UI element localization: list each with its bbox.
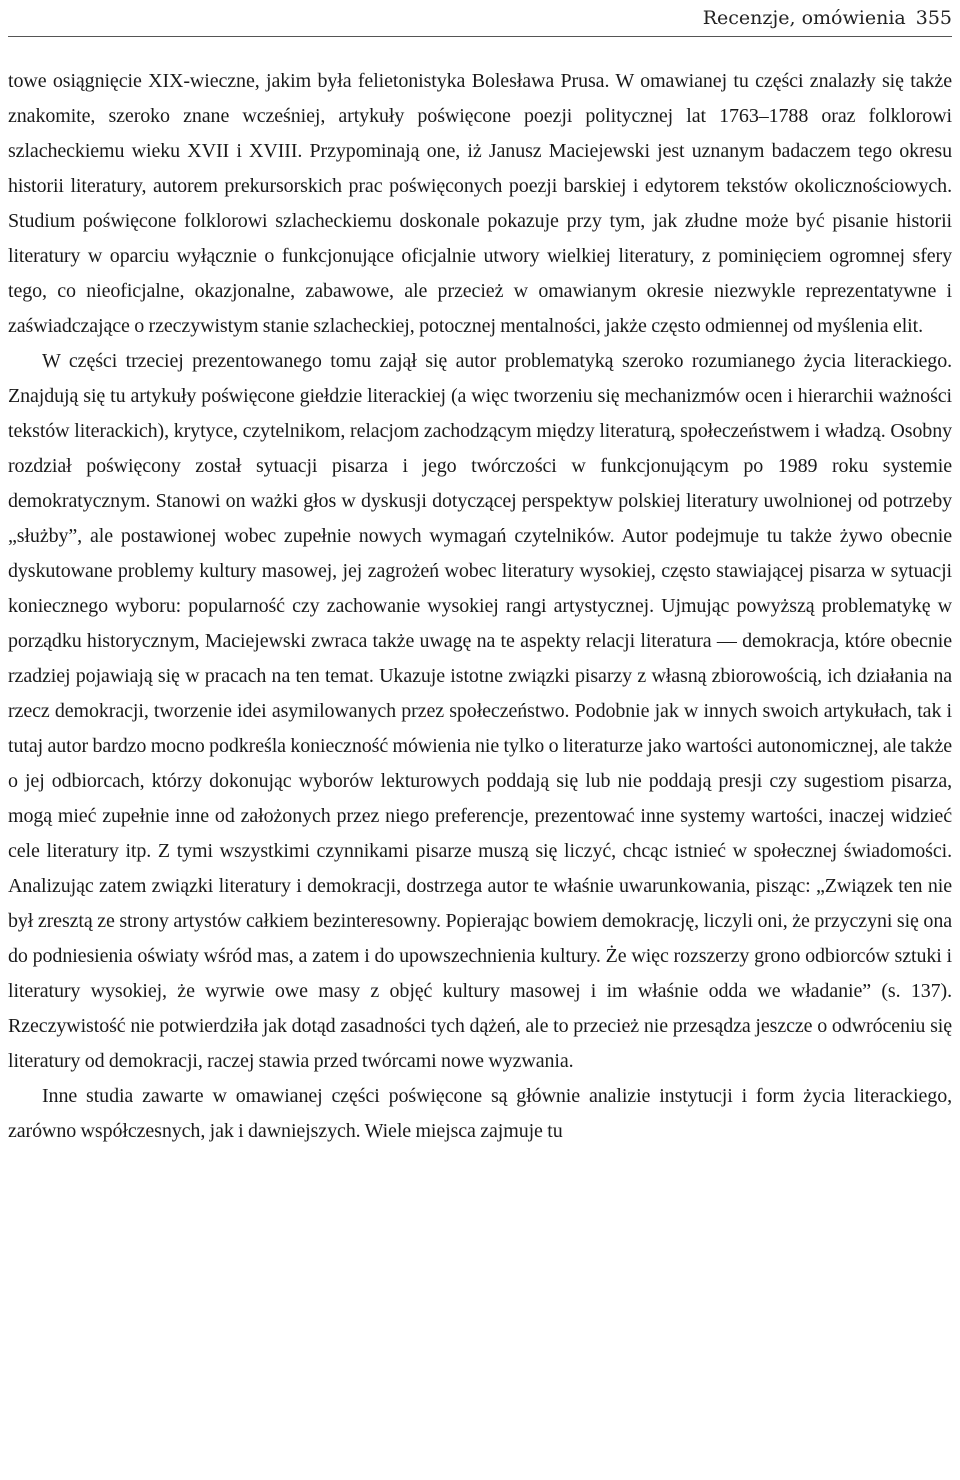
running-head-title: Recenzje, omówienia xyxy=(702,7,906,29)
paragraph: W części trzeciej prezentowanego tomu zajął się autor problematyką szeroko rozumianego życia literackiego. Znajdują się tu artykuły poświęcone giełdzie literackiej (a więc tworzeniu się mechanizmów ocen i hierarchii ważności tekstów literackich), krytyce, czytelnikom, relacjom zachodzącym między literaturą, społeczeństwem i władzą. Osobny rozdział poświęcony został sytuacji pisarza i jego twórczości w funkcjonującym po 1989 roku systemie demokratycznym. Stanowi on ważki głos w dyskusji dotyczącej perspektyw polskiej literatury uwolnionej od potrzeby „służby”, ale postawionej wobec zupełnie nowych wymagań czytelników. Autor podejmuje tu także żywo obecnie dyskutowane problemy kultury masowej, jej zagrożeń wobec literatury wysokiej, często stawiającej pisarza w sytuacji koniecznego wyboru: popularność czy zachowanie wysokiej rangi artystycznej. Ujmując powyższą problematykę w porządku historycznym, Maciejewski zwraca także uwagę na te aspekty relacji literatura — demokracja, które obecnie rzadziej pojawiają się w pracach na ten temat. Ukazuje istotne związki pisarzy z własną zbiorowością, ich działania na rzecz demokracji, tworzenie idei asymilowanych przez społeczeństwo. Podobnie jak w innych swoich artykułach, tak i tutaj autor bardzo mocno podkreśla konieczność mówienia nie tylko o literaturze jako wartości autonomicznej, ale także o jej odbiorcach, którzy dokonując wyborów lekturowych poddają się lub nie poddają presji czy sugestiom pisarza, mogą mieć zupełnie inne od założonych przez niego preferencje, prezentować inne systemy wartości, inaczej widzieć cele literatury itp. Z tymi wszystkimi czynnikami pisarze muszą się liczyć, chcąc istnieć w społecznej świadomości. Analizując zatem związki literatury i demokracji, dostrzega autor te właśnie uwarunkowania, pisząc: „Związek ten nie był zresztą ze strony artystów całkiem bezinteresowny. Popierając bowiem demokrację, liczyli oni, że przyczyni się ona do podniesienia oświaty wśród mas, a zatem i do upowszechnienia kultury. Że więc rozszerzy grono odbiorców sztuki i literatury wysokiej, że wyrwie owe masy z objęć kultury masowej i im właśnie odda we władanie” (s. 137). Rzeczywistość nie potwierdziła jak dotąd zasadności tych dążeń, ale to przecież nie przesądza jeszcze o odwróceniu się literatury od demokracji, raczej stawia przed twórcami nowe wyzwania. xyxy=(8,350,952,1072)
page-number: 355 xyxy=(915,7,952,29)
body-text xyxy=(8,64,952,1149)
header-rule xyxy=(8,36,952,37)
paragraph-continued: towe osiągnięcie XIX-wieczne, jakim była felietonistyka Bolesława Prusa. W omawianej tu części znalazły się także znakomite, szeroko znane wcześniej, artykuły poświęcone poezji politycznej lat 1763–1788 oraz folklorowi szlacheckiemu wieku XVII i XVIII. Przypominają one, iż Janusz Maciejewski jest uznanym badaczem tego okresu historii literatury, autorem prekursorskich prac poświęconych poezji barskiej i edytorem tekstów okolicznościowych. Studium poświęcone folklorowi szlacheckiemu doskonale pokazuje przy tym, jak złudne może być pisanie historii literatury w oparciu wyłącznie o funkcjonujące oficjalnie utwory wielkiej literatury, z pominięciem ogromnej sfery tego, co nieoficjalne, okazjonalne, zabawowe, ale przecież w omawianym okresie niezwykle reprezentatywne i zaświadczające o rzeczywistym stanie szlacheckiej, potocznej mentalności, jakże często odmiennej od myślenia elit. xyxy=(8,70,952,337)
paragraph: Inne studia zawarte w omawianej części poświęcone są głównie analizie instytucji i form życia literackiego, zarówno współczesnych, jak i dawniejszych. Wiele miejsca zajmuje tu xyxy=(8,1085,952,1142)
running-head xyxy=(703,6,952,30)
